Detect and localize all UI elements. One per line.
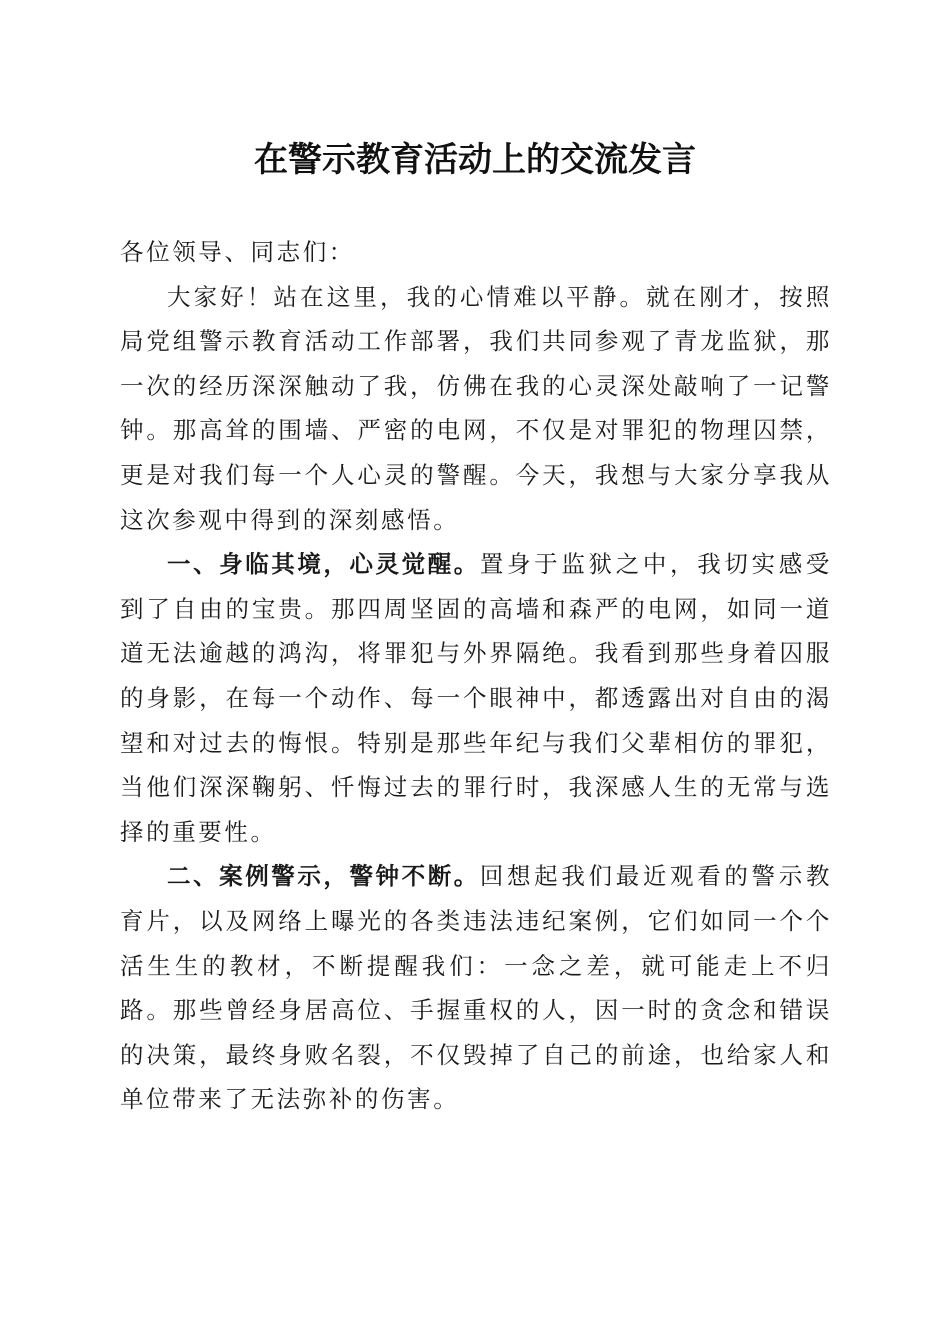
section-heading: 一、身临其境，心灵觉醒。 [167,550,480,579]
paragraph-text: 回想起我们最近观看的警示教育片，以及网络上曝光的各类违法违纪案例，它们如同一个个活生生的教材，不断提醒我们：一念之差，就可能走上不归路。那些曾经身居高位、手握重权的人，因一时的贪念和错误的决策，最终身败名裂，不仅毁掉了自己的前途，也给家人和单位带来了无法弥补的伤害。 [120,862,832,1114]
salutation: 各位领导、同志们： [120,238,355,266]
section-heading: 二、案例警示，警钟不断。 [167,862,480,891]
paragraph-text: 置身于监狱之中，我切实感受到了自由的宝贵。那四周坚固的高墙和森严的电网，如同一道道无法逾越的鸿沟，将罪犯与外界隔绝。我看到那些身着囚服的身影，在每一个动作、每一个眼神中，都透露出对自由的渴望和对过去的悔恨。特别是那些年纪与我们父辈相仿的罪犯，当他们深深鞠躬、忏悔过去的罪行时，我深感人生的无常与选择的重要性。 [120,550,832,846]
paragraph-section-1 [120,542,832,854]
paragraph-intro [120,275,832,543]
paragraph-section-2 [120,854,832,1122]
document-title: 在警示教育活动上的交流发言 [254,140,696,180]
document-body [120,230,832,1122]
paragraph-text: 大家好！站在这里，我的心情难以平静。就在刚才，按照局党组警示教育活动工作部署，我们共同参观了青龙监狱，那一次的经历深深触动了我，仿佛在我的心灵深处敲响了一记警钟。那高耸的围墙、严密的电网，不仅是对罪犯的物理囚禁，更是对我们每一个人心灵的警醒。今天，我想与大家分享我从这次参观中得到的深刻感悟。 [120,282,832,534]
